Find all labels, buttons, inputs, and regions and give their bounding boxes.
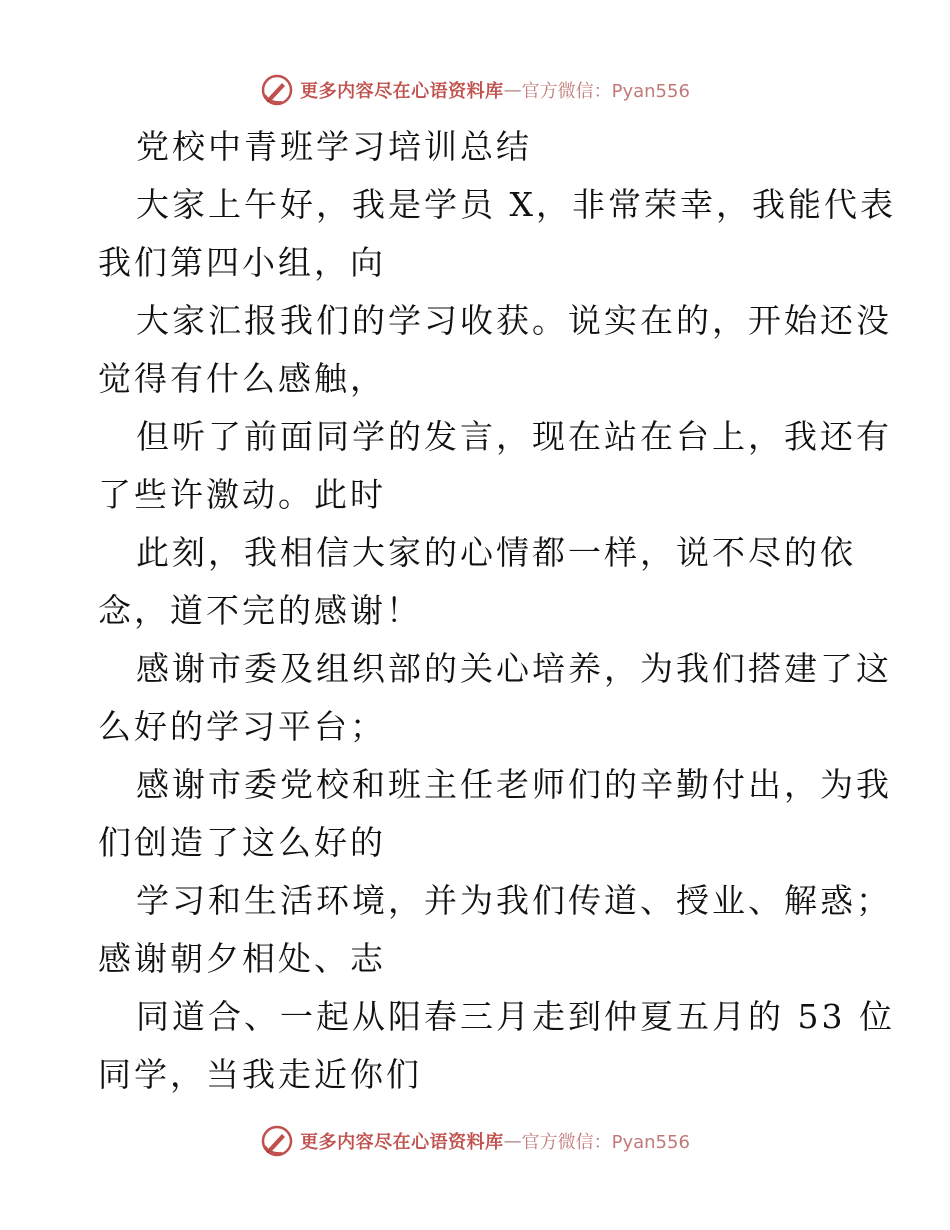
pen-logo-icon <box>260 1124 294 1158</box>
paragraph-line: 了些许激动。此时 <box>98 475 386 514</box>
paragraph-line: 感谢市委及组织部的关心培养，为我们搭建了这 <box>136 649 892 688</box>
banner-wechat: 官方微信：Pyan556 <box>521 81 690 102</box>
paragraph-line: 念，道不完的感谢！ <box>98 591 422 630</box>
footer-banner <box>0 1121 950 1161</box>
paragraph-line: 感谢市委党校和班主任老师们的辛勤付出，为我 <box>136 765 892 804</box>
document-body <box>98 118 896 1104</box>
paragraph-line: 同道合、一起从阳春三月走到仲夏五月的 53 位 <box>136 997 895 1036</box>
paragraph-line: 们创造了这么好的 <box>98 823 386 862</box>
banner-title: 更多内容尽在心语资料库 <box>300 1132 504 1153</box>
paragraph-line: 此刻，我相信大家的心情都一样，说不尽的依 <box>136 533 856 572</box>
banner-title: 更多内容尽在心语资料库 <box>300 81 504 102</box>
pen-logo-icon <box>260 73 294 107</box>
paragraph-line: 么好的学习平台； <box>98 707 386 746</box>
paragraph-line: 同学，当我走近你们 <box>98 1055 422 1094</box>
banner-separator: — <box>503 79 522 101</box>
paragraph-line: 学习和生活环境，并为我们传道、授业、解惑； <box>136 881 892 920</box>
paragraph-line: 大家上午好，我是学员 X，非常荣幸，我能代表 <box>136 185 896 224</box>
banner-separator: — <box>503 1130 522 1152</box>
paragraph-line: 觉得有什么感触， <box>98 359 386 398</box>
paragraph-line: 我们第四小组，向 <box>98 243 386 282</box>
paragraph-line: 大家汇报我们的学习收获。说实在的，开始还没 <box>136 301 892 340</box>
paragraph-line: 但听了前面同学的发言，现在站在台上，我还有 <box>136 417 892 456</box>
paragraph-line: 感谢朝夕相处、志 <box>98 939 386 978</box>
header-banner <box>0 70 950 110</box>
banner-wechat: 官方微信：Pyan556 <box>521 1132 690 1153</box>
document-title: 党校中青班学习培训总结 <box>136 127 532 166</box>
